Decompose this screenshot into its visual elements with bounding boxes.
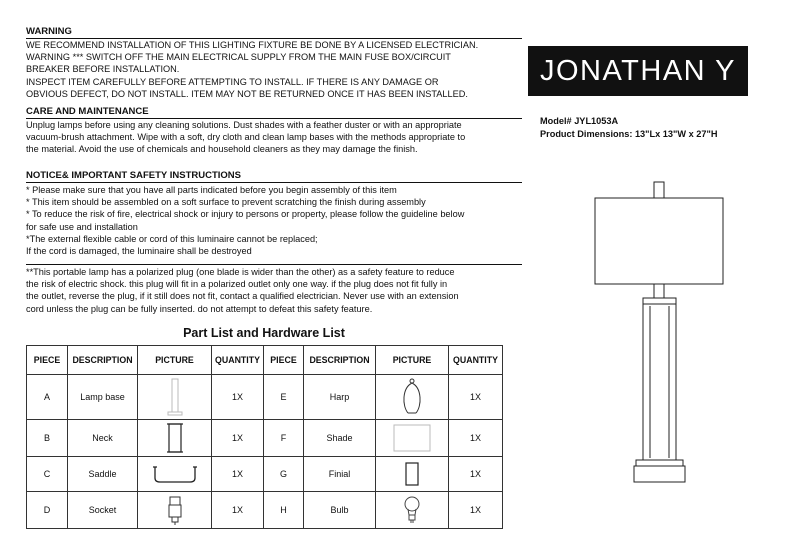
finial-icon [404, 461, 420, 487]
lamp-base-icon [165, 377, 185, 417]
col-header-description-2: DESCRIPTION [304, 346, 376, 375]
harp-icon [400, 378, 424, 416]
piece-cell: F [264, 420, 304, 457]
product-dimensions: Product Dimensions: 13"Lx 13"W x 27"H [540, 129, 718, 139]
lamp-shade-shape [595, 198, 723, 284]
quantity-cell: 1X [449, 457, 503, 492]
table-row [27, 420, 503, 457]
parts-header-row [27, 346, 503, 375]
plug-divider [26, 264, 522, 265]
description-cell: Socket [68, 492, 138, 529]
lamp-neck-shape [654, 284, 664, 298]
care-title: CARE AND MAINTENANCE [26, 106, 149, 117]
description-cell: Lamp base [68, 375, 138, 420]
description-cell: Shade [304, 420, 376, 457]
lamp-foot-shape [636, 460, 683, 466]
socket-icon [166, 495, 184, 525]
piece-cell: D [27, 492, 68, 529]
parts-table [26, 345, 503, 529]
col-header-piece: PIECE [27, 346, 68, 375]
piece-cell: C [27, 457, 68, 492]
notice-divider [26, 182, 522, 183]
plug-text: **This portable lamp has a polarized plug (one blade is wider than the other) as a safety feature to reduce the risk of electric shock. this plug will fit in a polarized outlet only one way. if the plug does not fit fully in the outlet, reverse the plug, if it still does not fit, contact a qualified electrician. Never use with an extension cord unless the plug can be fully inserted. do not attempt to defeat this safety feature. [26, 267, 459, 314]
shade-icon [393, 424, 431, 452]
lamp-column-shape [643, 304, 676, 460]
quantity-cell: 1X [449, 375, 503, 420]
col-header-picture: PICTURE [138, 346, 212, 375]
quantity-cell: 1X [212, 375, 264, 420]
lamp-illustration [580, 180, 760, 490]
lamp-finial-shape [654, 182, 664, 198]
col-header-piece-2: PIECE [264, 346, 304, 375]
brand-logo: JONATHAN Y [528, 46, 748, 96]
quantity-cell: 1X [449, 492, 503, 529]
notice-title: NOTICE& IMPORTANT SAFETY INSTRUCTIONS [26, 170, 241, 181]
description-cell: Neck [68, 420, 138, 457]
neck-icon [166, 422, 184, 454]
saddle-icon [152, 463, 198, 485]
quantity-cell: 1X [449, 420, 503, 457]
picture-cell [376, 375, 449, 420]
lamp-plinth-shape [634, 466, 685, 482]
quantity-cell: 1X [212, 457, 264, 492]
picture-cell [376, 492, 449, 529]
piece-cell: G [264, 457, 304, 492]
lamp-collar-shape [643, 298, 676, 304]
model-number: Model# JYL1053A [540, 116, 619, 126]
picture-cell [138, 420, 212, 457]
col-header-quantity-2: QUANTITY [449, 346, 503, 375]
table-row [27, 457, 503, 492]
picture-cell [138, 492, 212, 529]
table-row [27, 375, 503, 420]
description-cell: Bulb [304, 492, 376, 529]
care-text: Unplug lamps before using any cleaning solutions. Dust shades with a feather duster or with an appropriate vacuum-brush attachment. Wipe with a soft, dry cloth and clean lamp bases with the methods appropriate to the material. Avoid the use of chemicals and household cleaners as they may damage the finish. [26, 120, 466, 155]
picture-cell [138, 457, 212, 492]
description-cell: Finial [304, 457, 376, 492]
piece-cell: H [264, 492, 304, 529]
col-header-description: DESCRIPTION [68, 346, 138, 375]
quantity-cell: 1X [212, 492, 264, 529]
quantity-cell: 1X [212, 420, 264, 457]
picture-cell [138, 375, 212, 420]
description-cell: Saddle [68, 457, 138, 492]
picture-cell [376, 457, 449, 492]
piece-cell: E [264, 375, 304, 420]
picture-cell [376, 420, 449, 457]
description-cell: Harp [304, 375, 376, 420]
piece-cell: A [27, 375, 68, 420]
warning-title: WARNING [26, 26, 72, 37]
bulb-icon [403, 496, 421, 524]
piece-cell: B [27, 420, 68, 457]
notice-text: * Please make sure that you have all parts indicated before you begin assembly of this item * This item should be assembled on a soft surface to prevent scratching the finish during assembly * To reduce the risk of fire, electrical shock or injury to persons or property, please follow the guideline below for safe use and installation *The external flexible cable or cord of this luminaire cannot be replaced; If the cord is damaged, the luminaire shall be destroyed [26, 185, 465, 257]
col-header-quantity: QUANTITY [212, 346, 264, 375]
parts-list-title: Part List and Hardware List [183, 326, 345, 340]
col-header-picture-2: PICTURE [376, 346, 449, 375]
table-row [27, 492, 503, 529]
warning-text: WE RECOMMEND INSTALLATION OF THIS LIGHTING FIXTURE BE DONE BY A LICENSED ELECTRICIAN. WARNING *** SWITCH OFF THE MAIN ELECTRICAL SUPPLY FROM THE MAIN FUSE BOX/CIRCUIT BREAKER BEFORE INSTALLATION. INSPECT ITEM CAREFULLY BEFORE ATTEMPTING TO INSTALL. IF THERE IS ANY DAMAGE OR OBVIOUS DEFECT, DO NOT INSTALL. ITEM MAY NOT BE RETURNED ONCE IT HAS BEEN INSTALLED. [26, 40, 479, 99]
